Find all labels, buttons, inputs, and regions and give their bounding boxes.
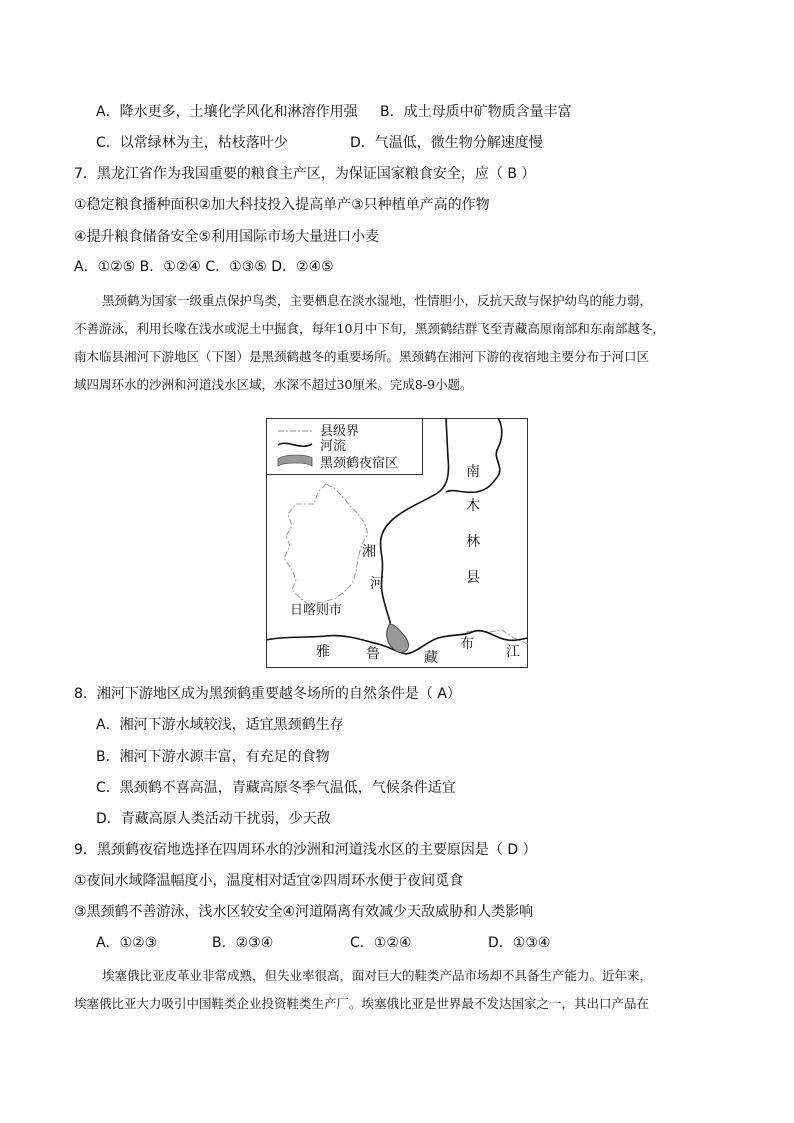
q7-stem: 7．黑龙江省作为我国重要的粮食主产区，为保证国家粮食安全，应（ B ） [74, 166, 536, 182]
label-nanmulin-3: 林 [466, 534, 480, 550]
q8-option-a: A．湘河下游水域较浅，适宜黑颈鹤生存 [96, 717, 344, 733]
q9-choice-d: D．①③④ [488, 935, 551, 951]
passage-ethiopia-line: 埃塞俄比亚大力吸引中国鞋类企业投资鞋类生产厂。埃塞俄比亚是世界最不发达国家之一，其出口产品在 [74, 996, 650, 1011]
legend-label-boundary: 县级界 [320, 424, 360, 439]
q9-items-line1: ①夜间水域降温幅度小，温度相对适宜②四周环水便于夜间觅食 [74, 873, 464, 889]
passage-crane-line: 域四周环水的沙洲和河道浅水区域，水深不超过30厘米。完成8-9小题。 [74, 377, 473, 392]
label-yarlung-2: 鲁 [366, 646, 380, 662]
q8-option-d: D．青藏高原人类活动干扰弱，少天敌 [96, 811, 331, 827]
legend-label-roost: 黑颈鹤夜宿区 [320, 456, 399, 471]
label-yarlung-4: 布 [460, 636, 474, 652]
label-rikaze: 日喀则市 [290, 603, 343, 618]
label-yarlung-5: 江 [506, 644, 520, 660]
label-yarlung-1: 雅 [316, 644, 330, 660]
passage-crane [74, 287, 665, 399]
xianghe-map [266, 418, 528, 668]
q6-option-d: D．气温低，微生物分解速度慢 [350, 135, 543, 151]
q6-option-c: C．以常绿林为主，枯枝落叶少 [96, 135, 288, 151]
q7-items-line1: ①稳定粮食播种面积②加大科技投入提高单产③只种植单产高的作物 [74, 197, 490, 213]
q9-stem: 9．黑颈鹤夜宿地选择在四周环水的沙洲和河道浅水区的主要原因是（ D ） [74, 842, 537, 858]
q9-items-line2: ③黑颈鹤不善游泳，浅水区较安全④河道隔离有效减少天敌威胁和人类影响 [74, 904, 534, 920]
passage-ethiopia-line: 埃塞俄比亚皮革业非常成熟，但失业率很高，面对巨大的鞋类产品市场却不具备生产能力。近年来， [102, 968, 653, 983]
label-nanmulin-2: 木 [466, 498, 480, 514]
q9-choice-c: C．①②④ [350, 935, 412, 951]
legend-label-river: 河流 [320, 439, 347, 454]
label-yarlung-3: 藏 [424, 650, 438, 666]
passage-ethiopia [74, 962, 652, 1018]
label-nanmulin-4: 县 [466, 570, 480, 586]
passage-crane-line: 南木临县湘河下游地区（下图）是黑颈鹤越冬的重要场所。黑颈鹤在湘河下游的夜宿地主要分布于河口区 [74, 349, 650, 364]
label-xianghe-2: 河 [370, 576, 384, 592]
q9-choice-a: A．①②③ [96, 935, 158, 951]
map-svg [266, 418, 528, 668]
passage-crane-line: 黑颈鹤为国家一级重点保护鸟类，主要栖息在淡水湿地，性情胆小，反抗天敌与保护幼鸟的能力弱， [102, 293, 653, 308]
q7-choices: A．①②⑤ B．①②④ C．①③⑤ D．②④⑤ [74, 259, 334, 275]
label-xianghe-1: 湘 [362, 544, 376, 560]
q7-items-line2: ④提升粮食储备安全⑤利用国际市场大量进口小麦 [74, 229, 380, 245]
q9-choice-b: B．②③④ [212, 935, 274, 951]
q6-option-b: B．成土母质中矿物质含量丰富 [380, 104, 572, 120]
q6-option-a: A．降水更多，土壤化学风化和淋溶作用强 [96, 104, 358, 120]
q8-option-c: C．黑颈鹤不喜高温，青藏高原冬季气温低，气候条件适宜 [96, 780, 456, 796]
q8-stem: 8．湘河下游地区成为黑颈鹤重要越冬场所的自然条件是（ A） [74, 686, 461, 702]
passage-crane-line: 不善游泳，利用长喙在浅水或泥土中掘食，每年10月中下旬，黑颈鹤结群飞至青藏高原南部和东南部越冬， [74, 321, 665, 336]
label-nanmulin-1: 南 [466, 464, 480, 480]
q8-option-b: B．湘河下游水源丰富，有充足的食物 [96, 749, 330, 765]
